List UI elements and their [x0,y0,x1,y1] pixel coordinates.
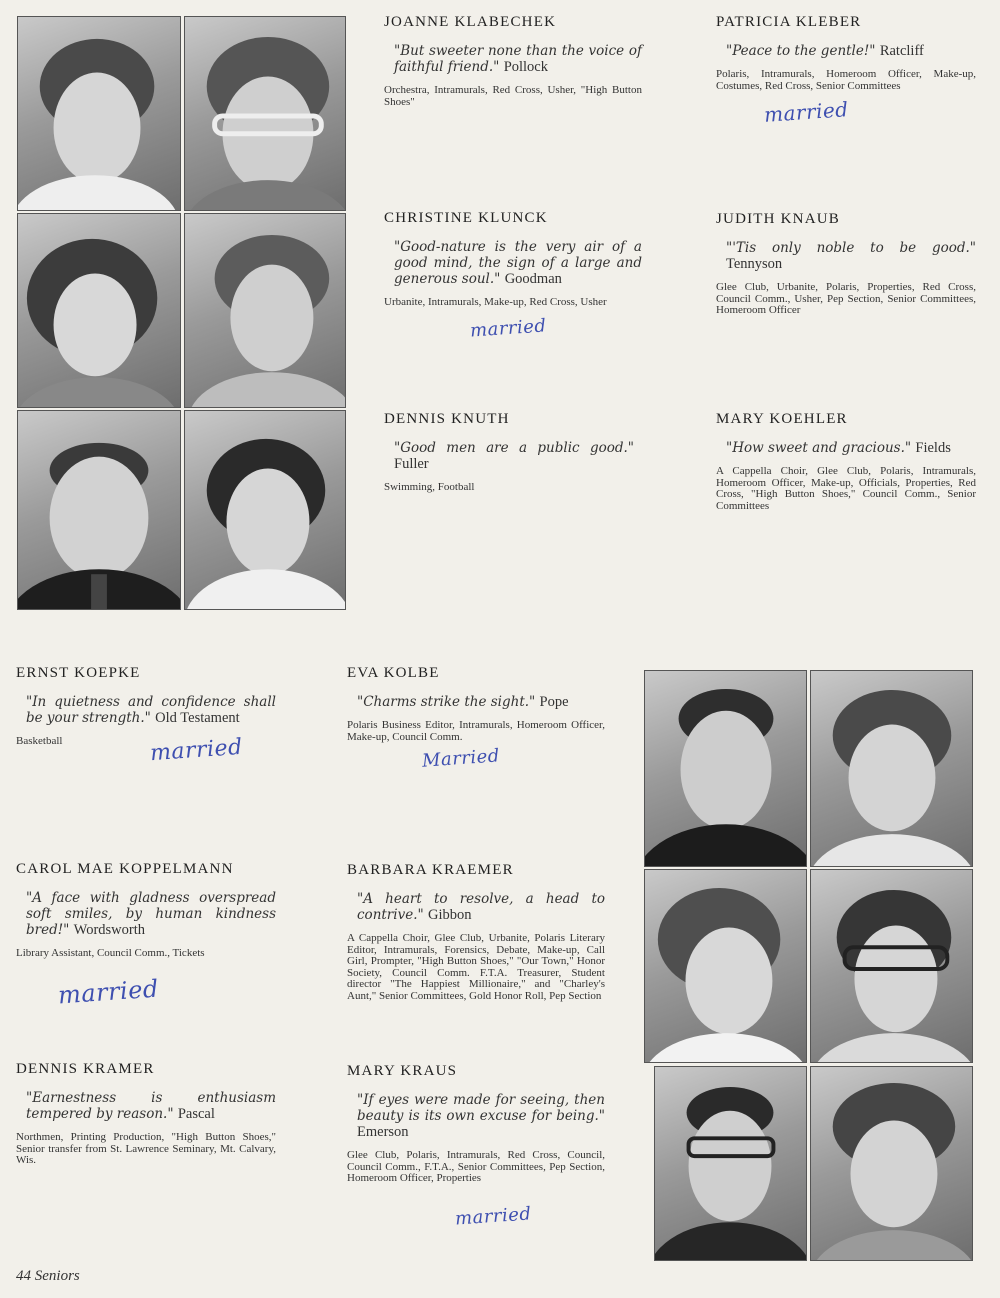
senior-activities: Glee Club, Polaris, Intramurals, Red Cross, Council, Council Comm., F.T.A., Senior Committees, Pep Section, Homeroom Officer, Properties [347,1149,605,1184]
quote-author: Tennyson [726,256,783,272]
portrait-photo [185,214,345,407]
senior-name: DENNIS KRAMER [16,1061,155,1077]
portrait-photo [184,16,346,211]
senior-activities: Northmen, Printing Production, "High Button Shoes," Senior transfer from St. Lawrence Seminary, Mt. Calvary, Wis. [16,1131,276,1166]
senior-activities: Orchestra, Intramurals, Red Cross, Usher, "High Button Shoes" [384,84,642,108]
senior-quote [394,43,642,75]
portrait-photo [185,17,345,210]
senior-quote [26,1090,276,1122]
portrait-photo [810,670,973,867]
portrait-photo [18,214,180,407]
portrait-photo [810,1066,973,1261]
portrait-photo [645,870,806,1062]
senior-activities: Polaris, Intramurals, Homeroom Officer, Make-up, Costumes, Red Cross, Senior Committees [716,68,976,92]
senior-entry [347,665,605,743]
senior-activities: Basketball [16,735,63,747]
senior-quote [357,891,605,923]
senior-name: JOANNE KLABECHEK [384,14,557,30]
quote-text: "'Tis only noble to be good." [726,240,976,256]
portrait-photo [811,671,972,866]
portrait-photo [644,869,807,1063]
quote-author: Pollock [503,59,548,75]
portrait-photo [811,870,972,1062]
quote-author: Emerson [357,1124,409,1140]
quote-author: Pope [539,694,569,710]
portrait-photo [184,410,346,610]
senior-quote [726,43,976,59]
senior-activities: Glee Club, Urbanite, Polaris, Properties, Red Cross, Council Comm., Usher, Pep Section, Senior Committees, Homeroom Officer [716,281,976,316]
quote-text: "Charms strike the sight." [357,694,536,710]
handwritten-note: married [149,734,244,767]
quote-author: Gibbon [428,907,472,923]
senior-entry [384,411,642,494]
senior-quote [726,240,976,272]
senior-entry [347,1063,605,1185]
quote-author: Goodman [504,271,562,287]
portrait-photo [654,1066,807,1261]
senior-activities: Urbanite, Intramurals, Make-up, Red Cross, Usher [384,296,607,308]
quote-text: "In quietness and confidence shall be your strength." [26,694,276,726]
senior-entry [384,210,642,309]
portrait-photo [17,213,181,408]
quote-text: "Good men are a public good." [394,440,634,456]
quote-text: "Earnestness is enthusiasm tempered by reason." [26,1090,276,1122]
senior-name: CAROL MAE KOPPELMANN [16,861,234,877]
portrait-photo [645,671,806,866]
senior-name: PATRICIA KLEBER [716,14,862,30]
senior-entry [716,411,976,512]
senior-quote [726,440,976,456]
senior-entry [384,14,642,108]
quote-text: "Good-nature is the very air of a good mind, the sign of a large and generous soul." [394,239,642,287]
senior-quote [394,440,634,472]
senior-entry [347,862,605,1002]
portrait-photo [810,869,973,1063]
senior-name: MARY KRAUS [347,1063,458,1079]
quote-text: "A heart to resolve, a head to contrive." [357,891,605,923]
portrait-photo [655,1067,806,1260]
senior-activities: A Cappella Choir, Glee Club, Urbanite, Polaris Literary Editor, Intramurals, Forensics, Debate, Make-up, Call Girl, Prompter, "High Button Shoes," "Our Town," Honor Society, Council Comm. F.T.A. Treasurer, Student director "The Happiest Millionaire," and "Charley's Aunt," Senior Committees, Gold Honor Roll, Pep Section [347,932,605,1002]
senior-name: DENNIS KNUTH [384,411,510,427]
senior-quote [394,239,642,287]
quote-text: "A face with gladness overspread soft smiles, by human kindness bred!" [26,890,276,938]
page-footer: 44 Seniors [16,1268,80,1284]
portrait-photo [17,410,181,610]
portrait-photo [185,411,345,609]
quote-author: Wordsworth [73,922,145,938]
senior-activities: Polaris Business Editor, Intramurals, Homeroom Officer, Make-up, Council Comm. [347,719,605,743]
handwritten-note: Married [421,745,501,772]
handwritten-note: married [57,974,160,1010]
handwritten-note: married [763,97,850,127]
senior-entry [716,211,976,317]
quote-author: Ratcliff [879,43,924,59]
portrait-photo [811,1067,972,1260]
quote-author: Fuller [394,456,429,472]
senior-activities: A Cappella Choir, Glee Club, Polaris, Intramurals, Homeroom Officer, Make-up, Officials, Properties, Red Cross, "High Button Shoes," Council Comm., Senior Committees [716,465,976,512]
senior-name: ERNST KOEPKE [16,665,141,681]
handwritten-note: married [454,1203,533,1230]
portrait-photo [644,670,807,867]
portrait-photo [18,411,180,609]
senior-name: BARBARA KRAEMER [347,862,514,878]
portrait-photo [18,17,180,210]
senior-name: JUDITH KNAUB [716,211,840,227]
portrait-photo [184,213,346,408]
quote-text: "How sweet and gracious." [726,440,912,456]
senior-name: EVA KOLBE [347,665,440,681]
quote-text: "But sweeter none than the voice of faithful friend." [394,43,642,75]
quote-text: "Peace to the gentle!" [726,43,876,59]
senior-quote [26,890,276,938]
senior-name: CHRISTINE KLUNCK [384,210,548,226]
quote-author: Fields [915,440,951,456]
portrait-photo [17,16,181,211]
senior-entry [716,14,976,92]
quote-author: Old Testament [155,710,240,726]
senior-quote [26,694,276,726]
senior-entry [16,861,276,960]
senior-name: MARY KOEHLER [716,411,848,427]
handwritten-note: married [469,315,548,342]
senior-activities: Library Assistant, Council Comm., Tickets [16,947,205,959]
senior-entry [16,1061,276,1167]
senior-quote [357,1092,605,1140]
quote-text: "If eyes were made for seeing, then beauty is its own excuse for being." [357,1092,605,1124]
quote-author: Pascal [177,1106,215,1122]
senior-quote [357,694,605,710]
senior-activities: Swimming, Football [384,481,475,493]
